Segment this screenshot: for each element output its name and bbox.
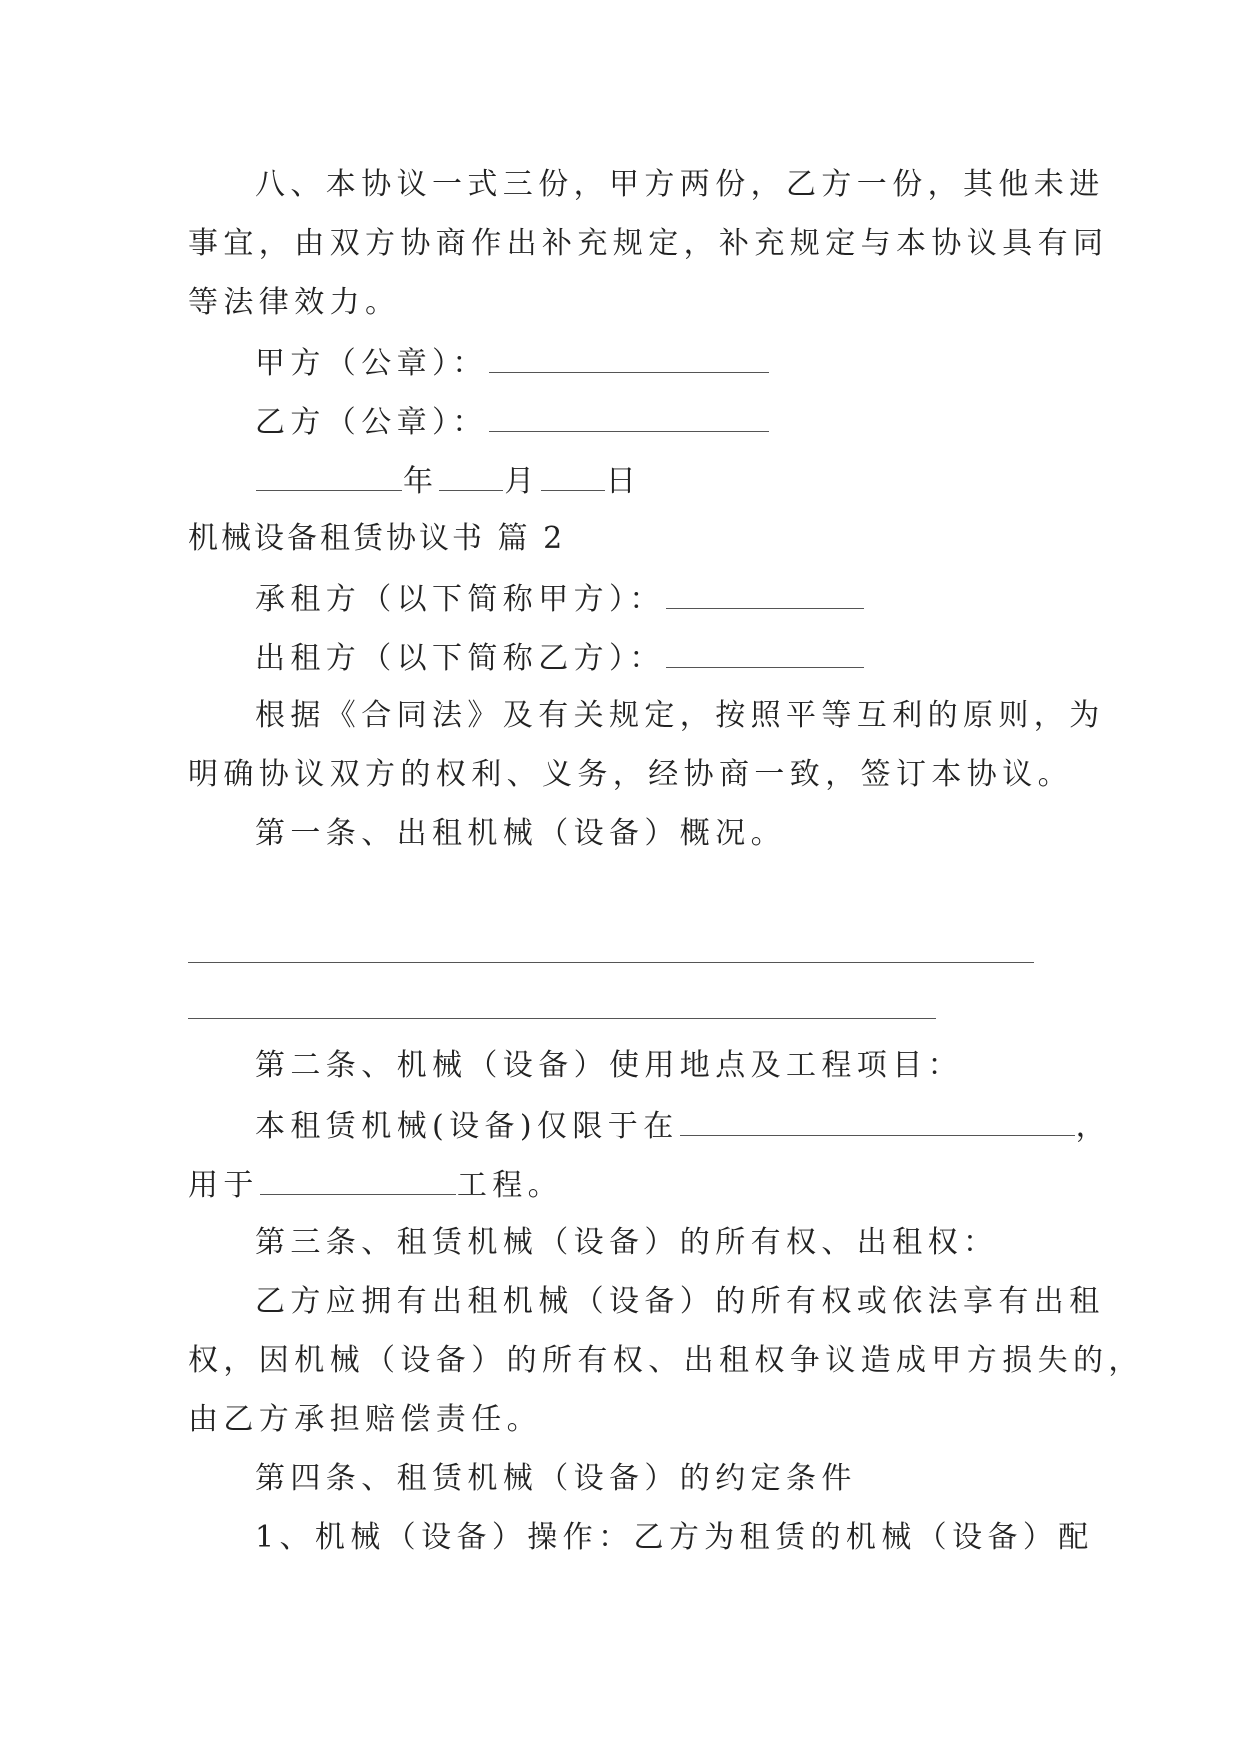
lessee-blank[interactable] [666,578,864,609]
section-8-line-3: 等法律效力。 [188,285,401,320]
article-1-title: 第一条、出租机械（设备）概况。 [255,816,786,851]
day-label: 日 [605,464,642,499]
year-label: 年 [403,464,439,499]
lessor-blank[interactable] [666,637,864,668]
party-b-seal-blank[interactable] [489,401,769,432]
article-3-title: 第三条、租赁机械（设备）的所有权、出租权： [255,1225,999,1260]
article-2-text-b: 用于 [188,1168,259,1203]
section-8-line-1: 八、本协议一式三份，甲方两份，乙方一份，其他未进 [255,167,1105,202]
party-b-seal-line [255,401,770,443]
party-a-seal-blank[interactable] [489,342,769,373]
article-2-text-c: 工程。 [456,1168,564,1203]
article-1-blank-rule-1[interactable] [188,962,1034,963]
year-blank[interactable] [256,460,402,491]
party-a-seal-label: 甲方（公章）： [255,346,488,381]
month-blank[interactable] [439,460,503,491]
lessor-line [255,637,865,679]
article-1-blank-rule-2[interactable] [188,1018,936,1019]
document-2-title: 机械设备租赁协议书 篇 2 [188,521,566,556]
article-2-text-a: 本租赁机械(设备)仅限于在 [255,1109,679,1144]
preamble-line-2: 明确协议双方的权利、义务，经协商一致，签订本协议。 [188,757,1073,792]
project-blank[interactable] [260,1164,456,1195]
lessee-line [255,578,865,620]
article-3-line-3: 由乙方承担赔偿责任。 [188,1402,542,1437]
preamble-line-1: 根据《合同法》及有关规定，按照平等互利的原则，为 [255,698,1105,733]
month-label: 月 [504,464,540,499]
article-2-location-line [255,1105,1111,1147]
article-4-item-1: 1、机械（设备）操作：乙方为租赁的机械（设备）配 [255,1520,1094,1555]
lessee-label: 承租方（以下简称甲方）： [255,582,665,617]
article-4-title: 第四条、租赁机械（设备）的约定条件 [255,1461,857,1496]
location-blank[interactable] [680,1105,1075,1136]
article-2-project-line [188,1164,563,1206]
article-2-title: 第二条、机械（设备）使用地点及工程项目： [255,1048,963,1083]
party-a-seal-line [255,342,770,384]
lessor-label: 出租方（以下简称乙方）： [255,641,665,676]
article-3-line-1: 乙方应拥有出租机械（设备）的所有权或依法享有出租 [255,1284,1105,1319]
article-3-line-2: 权，因机械（设备）的所有权、出租权争议造成甲方损失的， [188,1343,1144,1378]
date-line [255,460,641,502]
day-blank[interactable] [541,460,605,491]
party-b-seal-label: 乙方（公章）： [255,405,488,440]
section-8-line-2: 事宜，由双方协商作出补充规定，补充规定与本协议具有同 [188,226,1109,261]
article-2-comma: ， [1075,1109,1112,1144]
